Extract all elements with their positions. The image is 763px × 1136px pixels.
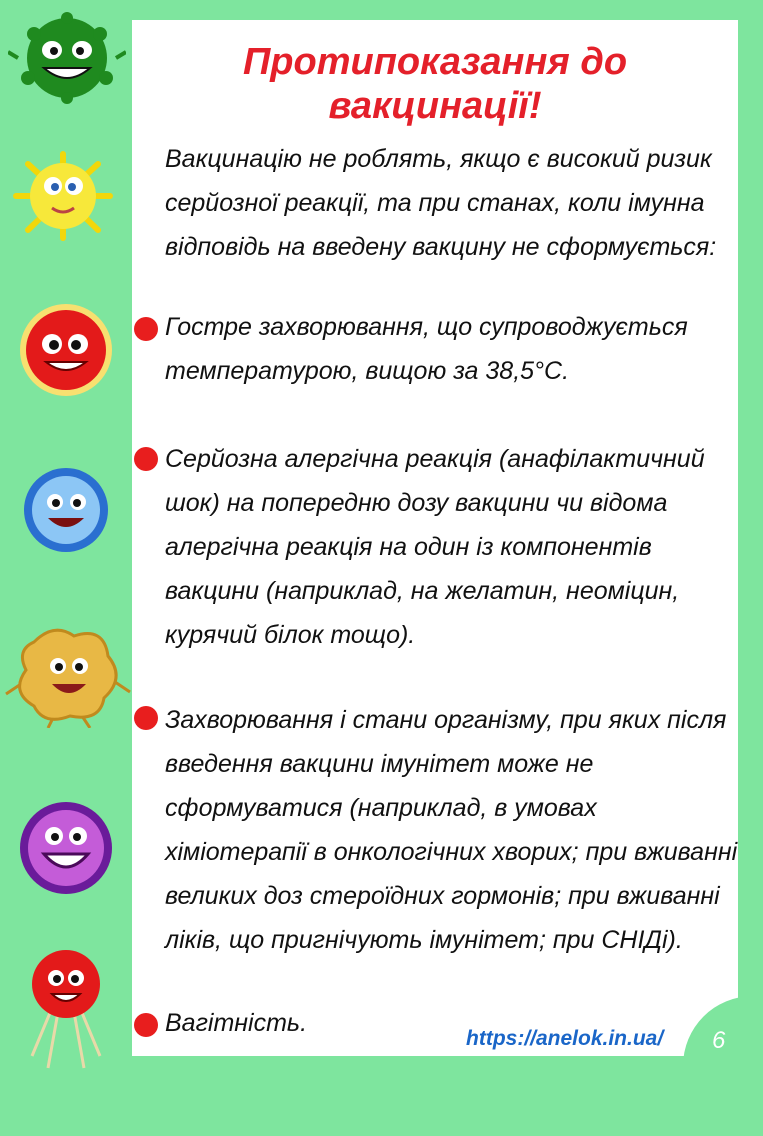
intro-paragraph: Вакцинацію не роблять, якщо є високий ризик серйозної реакції, та при станах, коли імунна відповідь на введену вакцину не сформується:: [165, 145, 717, 261]
red-germ-icon: [10, 300, 122, 400]
bullet-marker: [134, 317, 158, 341]
list-item-fever: Гостре захворювання, що супроводжується температурою, вищою за 38,5°C.: [165, 313, 688, 385]
list-item-allergy: Серйозна алергічна реакція (анафілактичний шок) на попередню дозу вакцини чи відома алергічна реакція на один із компонентів вакцини (наприклад, на желатин, неоміцин, курячий білок тощо).: [165, 445, 705, 649]
list-item-pregnancy: Вагітність.: [165, 1009, 308, 1037]
list-item-immunity: Захворювання і стани організму, при яких після введення вакцини імунітет може не сформуватися (наприклад, в умовах хіміотерапії в онкологічних хворих; при вживанні великих доз стероїдних гормонів; при вживанні ліків, що пригнічують імунітет; при СНІДі).: [165, 706, 738, 954]
red-spider-germ-icon: [22, 946, 110, 1070]
orange-germ-icon: [4, 622, 132, 728]
germ-sidebar: [0, 0, 132, 1080]
blue-germ-icon: [18, 462, 114, 558]
page-number: 6: [712, 1027, 726, 1054]
bullet-marker: [134, 706, 158, 730]
website-link[interactable]: https://anelok.in.ua/: [466, 1027, 664, 1050]
purple-germ-icon: [14, 796, 118, 900]
bullet-marker: [134, 1013, 158, 1037]
page-title: Протипоказання до вакцинації!: [242, 41, 628, 127]
bullet-marker: [134, 447, 158, 471]
green-germ-icon: [8, 12, 126, 104]
yellow-germ-icon: [8, 150, 118, 242]
